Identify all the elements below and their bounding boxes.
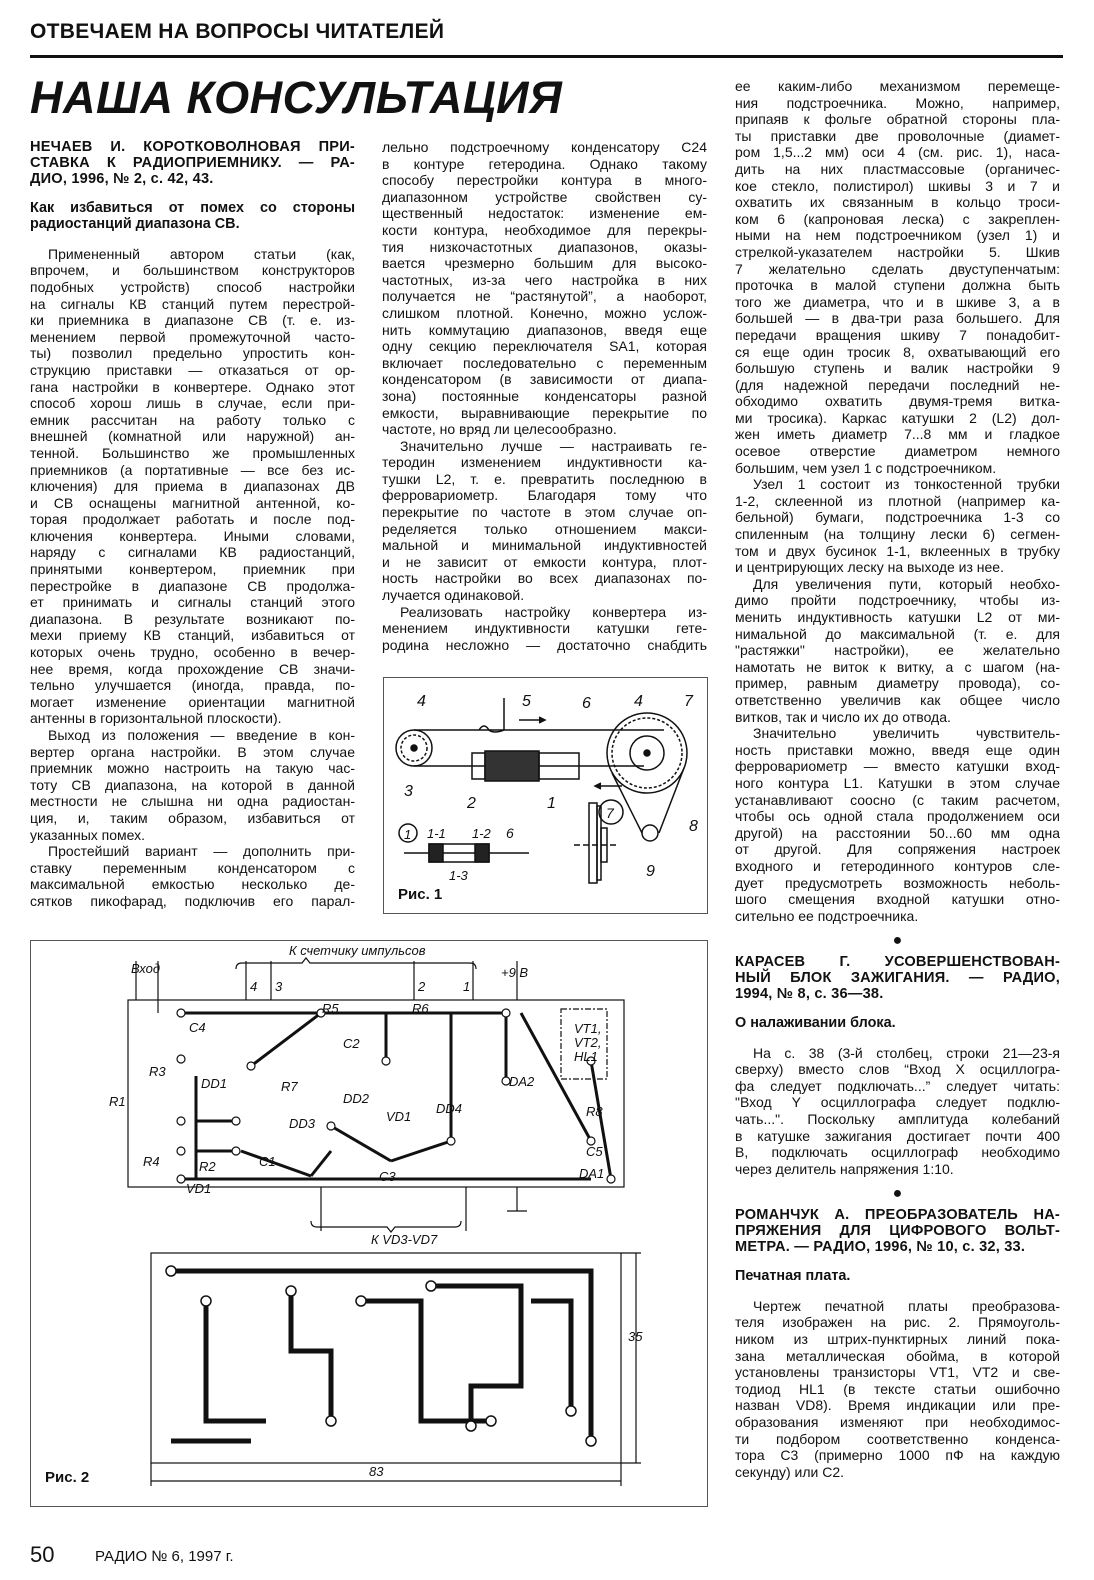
text-line: сверху) вместо слов “Вход X осциллогра- [735, 1061, 1060, 1078]
text-line: впрочем, и большинством конструкторов [30, 262, 355, 279]
text-line: "растяжки" настройки), ее желательно [735, 642, 1060, 659]
label-1-1: 1-1 [427, 826, 446, 841]
text-line: установлены транзисторы VT1, VT2 и све- [735, 1364, 1060, 1381]
text-line: тельно улучшается (иногда, правда, по- [30, 677, 355, 694]
text-line: Печатная плата. [735, 1268, 851, 1285]
text-line: жен иметь диаметр 7...8 мм и гладкое [735, 426, 1060, 443]
text-line: назван VD8). Время индикации или пре- [735, 1397, 1060, 1414]
page-title: НАША КОНСУЛЬТАЦИЯ [30, 72, 563, 123]
text-line: ция, и, таким образом, избавиться от [30, 809, 355, 826]
label-r5: R5 [322, 1001, 339, 1016]
article-subheading [30, 200, 355, 233]
label-vt1: VT1, [574, 1021, 602, 1036]
text-line: указанных помех. [30, 826, 146, 843]
pcb-traces-bottom [171, 1271, 591, 1441]
label-c4: C4 [189, 1020, 206, 1035]
text-line: ключения) для приема в диапазонах ДВ [30, 478, 355, 495]
text-line: ферровариометр — вместо катушки вход- [735, 758, 1060, 775]
text-line: Для увеличения пути, который необхо- [753, 575, 1060, 592]
label-c2: C2 [343, 1036, 360, 1051]
text-line: кое стекло, полистирол) шкивы 3 и 7 и [735, 177, 1060, 194]
text-line: ты) позволил предельно упростить кон- [30, 345, 355, 362]
text-line: которых очень трудно, особенно в вечер- [30, 644, 355, 661]
label-3: 3 [404, 783, 413, 800]
label-dd3: DD3 [289, 1116, 316, 1131]
label-r3: R3 [149, 1064, 166, 1079]
text-line: приемников (а портативные — все без ис- [30, 461, 355, 478]
label-c5: C5 [586, 1144, 603, 1159]
text-line: пример, равным диаметру провода), со- [735, 675, 1060, 692]
text-line: НЕЧАЕВ И. КОРОТКОВОЛНОВАЯ ПРИ- [30, 139, 355, 155]
figure-2-caption: Рис. 2 [45, 1469, 90, 1486]
text-line: На с. 38 (3-й столбец, строки 21—23-я [753, 1044, 1060, 1061]
paragraph [30, 843, 355, 909]
label-pin-4: 4 [250, 979, 258, 994]
text-line: фа следует подключать...” следует читать: [735, 1077, 1060, 1094]
label-dd2: DD2 [343, 1091, 370, 1106]
figure-1-drawing [384, 678, 707, 913]
text-line: Узел 1 состоит из тонкостенной трубки [753, 476, 1060, 493]
text-line: способу перестройки контура в много- [382, 172, 707, 189]
text-line: тенной. Большинство же промышленных [30, 444, 355, 461]
label-dd4: DD4 [436, 1101, 463, 1116]
paragraph [382, 139, 707, 438]
text-line: в катушке зажигания достигает почти 400 [735, 1127, 1060, 1144]
text-line: СТАВКА К РАДИОПРИЕМНИКУ. — РА- [30, 155, 355, 171]
text-line: и не зависит от емкости контура, плот- [382, 553, 707, 570]
text-line: охватить их связанным в кольцо троси- [735, 194, 1060, 211]
text-line: частоте, но вряд ли целесообразно. [382, 421, 617, 438]
text-line: менить индуктивность катушки L2 от ми- [735, 609, 1060, 625]
text-line: РОМАНЧУК А. ПРЕОБРАЗОВАТЕЛЬ НА- [735, 1207, 1060, 1224]
label-c3: C3 [379, 1169, 396, 1184]
label-pin-1: 1 [463, 979, 471, 994]
text-line: дить на них пластмассовые (органичес- [735, 160, 1060, 177]
text-line: торая продолжает работать и после под- [30, 511, 355, 528]
text-line: Реализовать настройку конвертера из- [400, 603, 707, 620]
text-line: ПРЯЖЕНИЯ ДЛЯ ЦИФРОВОГО ВОЛЬТ- [735, 1223, 1060, 1240]
text-line: О налаживании блока. [735, 1015, 896, 1032]
section-separator-bullet: ● [892, 932, 903, 950]
label-r8: R8 [586, 1104, 603, 1119]
text-line: дует предусмотреть возможность неболь- [735, 874, 1060, 891]
text-line: тушки L2, т. е. превратить последнюю в [382, 470, 707, 487]
text-line: 7 желательно сделать двуступенчатым: [735, 260, 1060, 277]
text-line: зона) постоянные конденсаторы разной [382, 387, 707, 404]
text-line: ния подстроечника. Можно, например, [735, 94, 1060, 111]
knob-9 [642, 825, 658, 841]
figure-1 [383, 677, 708, 914]
text-line: частотных, из-за чего настройка в них [382, 271, 707, 288]
text-line: местности не слышна ни одна радиостан- [30, 793, 355, 810]
figure-1-labels [404, 693, 698, 883]
text-line: от другой. Для сопряжения настроек [735, 841, 1060, 858]
section-header: ОТВЕЧАЕМ НА ВОПРОСЫ ЧИТАТЕЛЕЙ [30, 20, 445, 43]
text-line: наряду с сигналами КВ радиостанций, [30, 544, 355, 561]
label-1-circled: 1 [404, 827, 412, 842]
text-line: зана металлическая обойма, в которой [735, 1347, 1060, 1364]
text-line: (для надежной передачи последний не- [735, 376, 1060, 393]
label-counter: К счетчику импульсов [289, 943, 426, 958]
text-line: ными на нем подстроечником (узел 1) и [735, 227, 1060, 244]
text-line: слишком плотной. Конечно, можно услож- [382, 304, 707, 321]
text-line: вается чрезмерно большим для высоко- [382, 255, 707, 272]
text-line: ки приемника в диапазоне СВ (т. е. из- [30, 312, 355, 329]
label-5: 5 [522, 693, 531, 710]
label-hl1: HL1 [574, 1049, 598, 1064]
text-line: щественный недостаток: изменение ем- [382, 205, 707, 222]
paragraph [735, 725, 1060, 924]
pcb-foil-side [151, 1253, 621, 1463]
label-4b: 4 [634, 693, 643, 710]
label-1-3: 1-3 [449, 868, 468, 883]
text-line: мехи приему КВ станций, избавиться от [30, 627, 355, 644]
label-c1: C1 [259, 1154, 276, 1169]
label-r7: R7 [281, 1079, 298, 1094]
article-reference-heading [735, 1207, 1060, 1255]
label-r4: R4 [143, 1154, 160, 1169]
text-line: того же диаметра, что и в шкиве 3, а в [735, 293, 1060, 310]
text-line: теродин изменением индуктивности ка- [382, 454, 707, 471]
label-da2: DA2 [509, 1074, 535, 1089]
dimension-height: 35 [628, 1329, 643, 1344]
text-line: включает последовательно с переменным [382, 354, 707, 371]
text-line: принятыми конвертером, приемник при [30, 561, 355, 578]
pcb-traces-top [181, 1013, 611, 1179]
text-line: устанавливают соосно (с таким расчетом, [735, 791, 1060, 808]
text-line: ность приставки можно, введя еще один [735, 741, 1060, 758]
label-pin-2: 2 [418, 979, 426, 994]
text-line: антенны в горизонтальной плоскости). [30, 710, 282, 727]
text-line: стрелкой-указателем настройки 5. Шкив [735, 243, 1060, 260]
text-line: ее каким-либо механизмом перемеще- [735, 78, 1060, 94]
label-r2: R2 [199, 1159, 216, 1174]
paragraph [735, 476, 1060, 576]
text-line: подобных устройств) способ настройки [30, 278, 355, 295]
column-1 [30, 139, 355, 910]
text-line: другой) на расстоянии 50...60 мм одна [735, 824, 1060, 841]
text-line: гана настройки в конвертере. Однако этот [30, 378, 355, 395]
figure-1-caption: Рис. 1 [398, 886, 443, 903]
figure-2 [30, 940, 708, 1507]
article-reference-heading [30, 139, 355, 187]
text-line: секунду) или С2. [735, 1463, 845, 1480]
text-line: получается не “растянутой”, а наоборот, [382, 288, 707, 305]
text-line: ставку переменным конденсатором с [30, 859, 355, 876]
text-line: ного контура L1. Катушки в этом случае [735, 774, 1060, 791]
text-line: сятков пикофарад, подключив его парал- [30, 892, 355, 909]
text-line: ферровариометр. Благодаря тому что [382, 487, 707, 504]
text-line: емкости, выравнивающие перекрытие по [382, 404, 707, 421]
text-line: спиленным (на толщину лески 6) сегмен- [735, 526, 1060, 543]
text-line: родина несложно — достаточно снабдить [382, 636, 707, 653]
paragraph [382, 438, 707, 604]
article-subheading [735, 1268, 1060, 1284]
text-line: менением индуктивности катушки гете- [382, 620, 707, 637]
text-line: на сигналы КВ станций путем перестрой- [30, 295, 355, 312]
label-vd3-vd7: К VD3-VD7 [371, 1232, 438, 1247]
text-line: ответственно увеличив как общее число [735, 691, 1060, 708]
text-line: ДИО, 1996, № 2, с. 42, 43. [30, 171, 214, 187]
text-line: Значительно лучше — настраивать ге- [400, 437, 707, 454]
paragraph [735, 1298, 1060, 1481]
label-8: 8 [689, 818, 698, 835]
text-line: перестройке в диапазоне СВ продолжа- [30, 577, 355, 594]
text-line: осевое отверстие диаметром немного [735, 443, 1060, 460]
text-line: чать...". Поскольку амплитуда колебаний [735, 1111, 1060, 1128]
column-2 [382, 139, 707, 653]
text-line: нимальной до максимальной (т. е. для [735, 625, 1060, 642]
text-line: 1994, № 8, с. 36—38. [735, 986, 884, 1003]
article-subheading [735, 1015, 1060, 1031]
text-line: витков, так и число их до отвода. [735, 708, 951, 725]
label-9: 9 [646, 863, 655, 880]
text-line: Как избавиться от помех со стороны [30, 200, 355, 216]
text-line: Чертеж печатной платы преобразова- [753, 1297, 1060, 1314]
text-line: КАРАСЕВ Г. УСОВЕРШЕНСТВОВАН- [735, 954, 1060, 971]
text-line: димо пройти подстроечнику, чтобы из- [735, 592, 1060, 609]
dimension-width: 83 [369, 1464, 384, 1479]
text-line: лельно подстроечному конденсатору С24 [382, 139, 707, 155]
text-line: ность настройки во всех диапазонах по- [382, 570, 707, 587]
text-line: чтобы ось одной стала продолжением оси [735, 808, 1060, 825]
label-1: 1 [547, 795, 556, 812]
label-da1: DA1 [579, 1166, 605, 1181]
text-line: намотать не виток к витку, а с шагом (на- [735, 658, 1060, 675]
paragraph [735, 576, 1060, 725]
text-line: емник рассчитан на работу только с [30, 411, 355, 428]
pcb-pads [177, 1009, 615, 1183]
label-1-2: 1-2 [472, 826, 491, 841]
text-line: передачи вращения шкиву 7 понадобит- [735, 326, 1060, 343]
text-line: и центрирующих леску на выходе из нее. [735, 559, 1004, 576]
text-line: в контуре гетеродина. Однако такому [382, 155, 707, 172]
text-line: внешней (комнатной или наружной) ан- [30, 428, 355, 445]
magazine-issue: РАДИО № 6, 1997 г. [95, 1548, 234, 1565]
text-line: диапазона. В результате возникают по- [30, 610, 355, 627]
text-line: струкцию приставки — отказаться от ор- [30, 361, 355, 378]
text-line: большей — в два-три раза большего. Для [735, 310, 1060, 327]
text-line: Простейший вариант — дополнить при- [48, 843, 355, 860]
coil-winding [485, 751, 539, 781]
text-line: обходимо охватить двумя-тремя витка- [735, 393, 1060, 410]
text-line: ти подбором соответственно конденса- [735, 1430, 1060, 1447]
text-line: НЫЙ БЛОК ЗАЖИГАНИЯ. — РАДИО, [735, 970, 1060, 987]
text-line: вертер органа настройки. В этом случае [30, 743, 355, 760]
text-line: "Вход Y осциллографа следует подклю- [735, 1094, 1060, 1111]
text-line: способ хорош лишь в случае, если при- [30, 395, 355, 412]
label-6b: 6 [506, 825, 514, 841]
text-line: тоту СВ диапазона, на которой в данной [30, 776, 355, 793]
text-line: менением первой промежуточной часто- [30, 328, 355, 345]
paragraph [30, 727, 355, 843]
text-line: образования изменяют при необходимос- [735, 1413, 1060, 1430]
text-line: максимальной емкостью несколько де- [30, 876, 355, 893]
text-line: Примененный автором статьи (как, [48, 245, 355, 262]
label-vd1-b: VD1 [186, 1181, 212, 1196]
text-line: тодиод HL1 (в тексте статьи ошибочно [735, 1380, 1060, 1397]
text-line: ся еще один тросик 8, охватывающий его [735, 343, 1060, 360]
label-vd1: VD1 [386, 1109, 412, 1124]
text-line: и СВ оснащены магнитной антенной, ко- [30, 494, 355, 511]
column-3 [735, 78, 1060, 1480]
label-7: 7 [684, 693, 693, 710]
text-line: припаяв к фольге обратной стороны пла- [735, 111, 1060, 128]
label-2: 2 [467, 795, 476, 812]
text-line: диапазонном устройстве свойствен су- [382, 188, 707, 205]
text-line: через делитель напряжения 1:10. [735, 1160, 954, 1177]
text-line: одну секцию переключателя SA1, которая [382, 338, 707, 355]
text-line: МЕТРА. — РАДИО, 1996, № 10, с. 32, 33. [735, 1239, 1026, 1256]
text-line: большую ступень и валик настройки 9 [735, 360, 1060, 377]
text-line: конденсатором (в зависимости от диапа- [382, 371, 707, 388]
text-line: входного и гетеродинного контуров сле- [735, 857, 1060, 874]
text-line: ром 1,5...2 мм) оси 4 (см. рис. 1), наса- [735, 144, 1060, 161]
page-number: 50 [30, 1542, 55, 1567]
text-line: ет принимать и сигналы станций этого [30, 594, 355, 611]
text-line: ключения конвертера. Иными словами, [30, 527, 355, 544]
text-line: кости контура, необходимое для перекры- [382, 221, 707, 238]
text-line: шого смещения входной катушки отно- [735, 891, 1060, 908]
text-line: ми тросика). Каркас катушки 2 (L2) дол- [735, 409, 1060, 426]
paragraph [735, 78, 1060, 476]
text-line: Выход из положения — введение в кон- [48, 727, 355, 743]
paragraph [30, 246, 355, 727]
text-line: большим, чем узел 1 с подстроечником. [735, 459, 997, 476]
text-line: бельной) бумаги, подстроечника 1-3 со [735, 509, 1060, 526]
text-line: ределяется только отношением макси- [382, 520, 707, 537]
label-4: 4 [417, 693, 426, 710]
text-line: 1-2, склеенной из плотной (например ка- [735, 492, 1060, 509]
header-rule [30, 55, 1063, 58]
paragraph [735, 1045, 1060, 1178]
text-line: В, подключать осциллограф необходимо [735, 1144, 1060, 1161]
text-line: ником из штрих-пунктирных линий пока- [735, 1331, 1060, 1347]
figure-2-drawing [31, 941, 707, 1506]
text-line: ком 6 (капроновая леска) с закреплен- [735, 210, 1060, 227]
text-line: нее время, когда прохождение СВ значи- [30, 660, 355, 677]
text-line: лучается одинаковой. [382, 587, 525, 604]
label-vt2: VT2, [574, 1035, 602, 1050]
text-line: проточка в малой ступени должна быть [735, 277, 1060, 294]
text-line: приемник можно настроить на такую час- [30, 760, 355, 777]
label-6: 6 [582, 695, 591, 712]
text-line: том и двух бусинок 1-1, вклеенных в трубку [735, 542, 1060, 559]
label-r6: R6 [412, 1001, 429, 1016]
label-r1: R1 [109, 1094, 126, 1109]
text-line: мальной и минимальной индуктивностей [382, 537, 707, 554]
text-line: теля изображен на рис. 2. Прямоуголь- [735, 1314, 1060, 1331]
article-reference-heading [735, 954, 1060, 1002]
text-line: тия низкочастотных диапазонов, оказы- [382, 238, 707, 255]
text-line: нить коммутацию диапазонов, введя еще [382, 321, 707, 338]
paragraph [382, 604, 707, 654]
label-pin-3: 3 [275, 979, 283, 994]
label-input: Вход [131, 961, 161, 976]
text-line: могает изменение ориентации магнитной [30, 693, 355, 710]
text-line: перекрытие по частоте в этом случае оп- [382, 504, 707, 521]
text-line: сительно ее подстроечника. [735, 907, 919, 924]
label-dd1: DD1 [201, 1076, 228, 1091]
label-plus9v: +9 В [501, 965, 529, 980]
text-line: тора С3 (примерно 1000 пФ на каждую [735, 1447, 1060, 1464]
text-line: радиостанций диапазона СВ. [30, 216, 240, 233]
figure-2-labels [109, 943, 643, 1479]
label-7-circled: 7 [606, 805, 614, 821]
text-line: ты приставки две проволочные (диамет- [735, 127, 1060, 144]
text-line: Значительно увеличить чувствитель- [753, 725, 1060, 742]
section-separator-bullet: ● [892, 1185, 903, 1203]
